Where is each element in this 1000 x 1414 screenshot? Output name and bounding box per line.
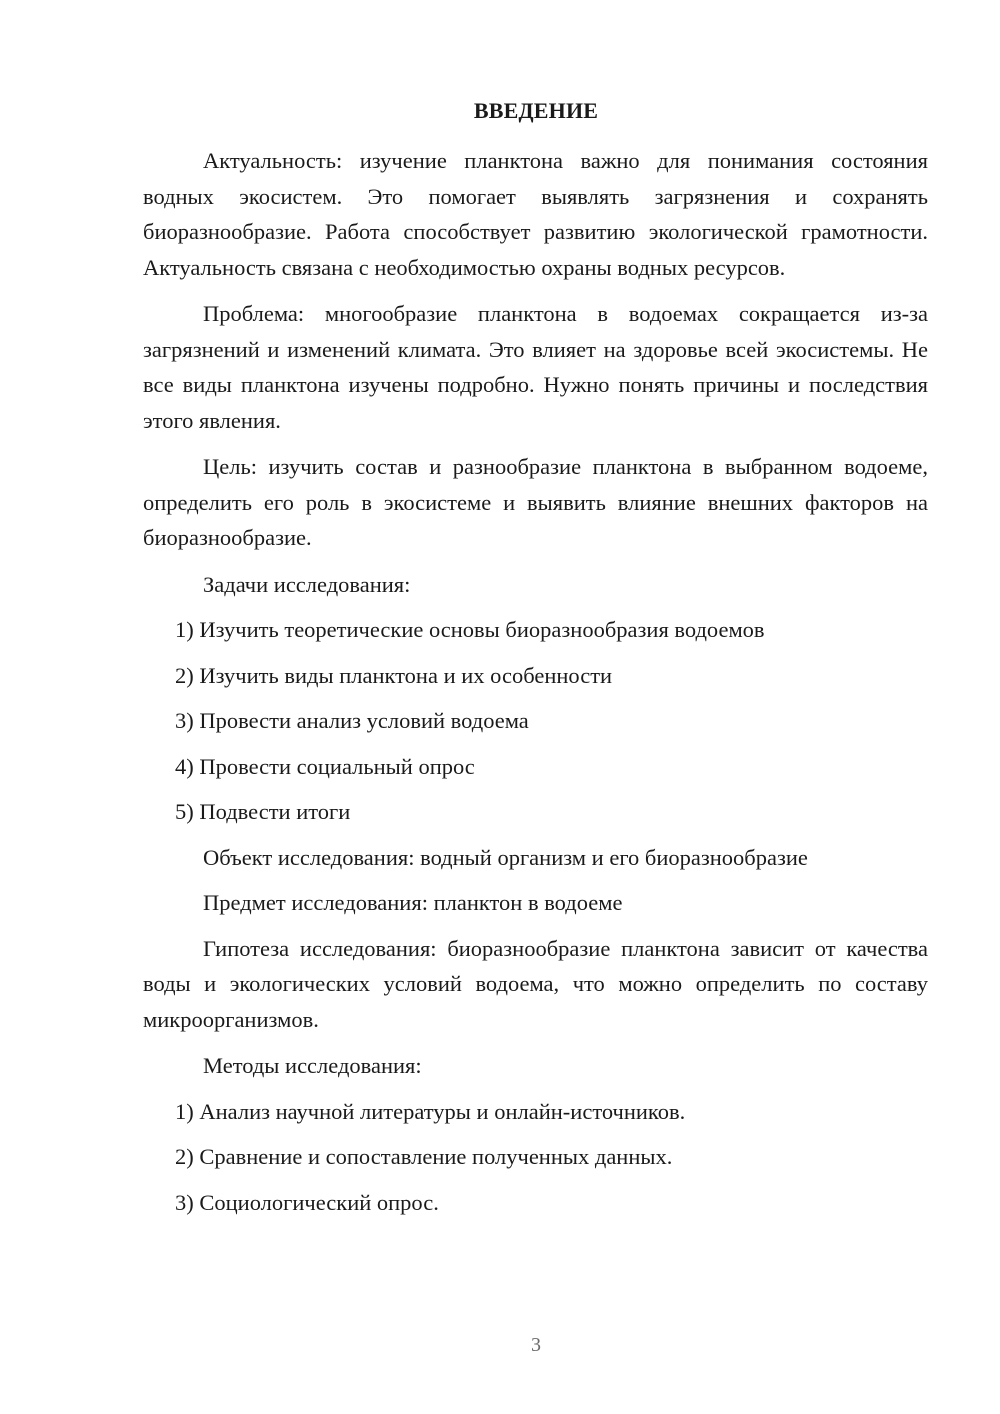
list-item: 2) Изучить виды планктона и их особенности — [175, 662, 613, 688]
list-item: 3) Социологический опрос. — [175, 1189, 439, 1215]
list-item: 5) Подвести итоги — [175, 799, 351, 824]
page-body — [143, 143, 928, 1230]
list-item: 2) Сравнение и сопоставление полученных данных. — [175, 1144, 673, 1169]
hypothesis-paragraph: Гипотеза исследования: биоразнообразие планктона зависит от качества воды и экологических условий водоема, что можно определить по составу микроорганизмов. — [143, 935, 928, 1032]
page-number: 3 — [531, 1334, 541, 1356]
research-object: Объект исследования: водный организм и его биоразнообразие — [203, 844, 808, 870]
list-item: 4) Провести социальный опрос — [175, 753, 475, 779]
tasks-list — [143, 612, 928, 829]
problem-paragraph: Проблема: многообразие планктона в водоемах сокращается из-за загрязнений и изменений климата. Это влияет на здоровье всей экосистемы. Не все виды планктона изучены подробно. Нужно понять причины и последствия этого явления. — [143, 301, 928, 433]
methods-title: Методы исследования: — [203, 1053, 422, 1078]
research-subject: Предмет исследования: планктон в водоеме — [203, 890, 623, 915]
list-item: 3) Провести анализ условий водоема — [175, 708, 529, 733]
list-item: 1) Изучить теоретические основы биоразнообразия водоемов — [175, 617, 765, 642]
list-item: 1) Анализ научной литературы и онлайн-источников. — [175, 1098, 686, 1124]
methods-list — [143, 1094, 928, 1220]
goal-paragraph: Цель: изучить состав и разнообразие планктона в выбранном водоеме, определить его роль в экосистеме и выявить влияние внешних факторов на биоразнообразие. — [143, 454, 928, 550]
relevance-paragraph: Актуальность: изучение планктона важно для понимания состояния водных экосистем. Это помогает выявлять загрязнения и сохранять биоразнообразие. Работа способствует развитию экологической грамотности. Актуальность связана с необходимостью охраны водных ресурсов. — [143, 148, 928, 280]
tasks-title: Задачи исследования: — [203, 571, 411, 597]
section-heading: ВВЕДЕНИЕ — [473, 98, 599, 123]
